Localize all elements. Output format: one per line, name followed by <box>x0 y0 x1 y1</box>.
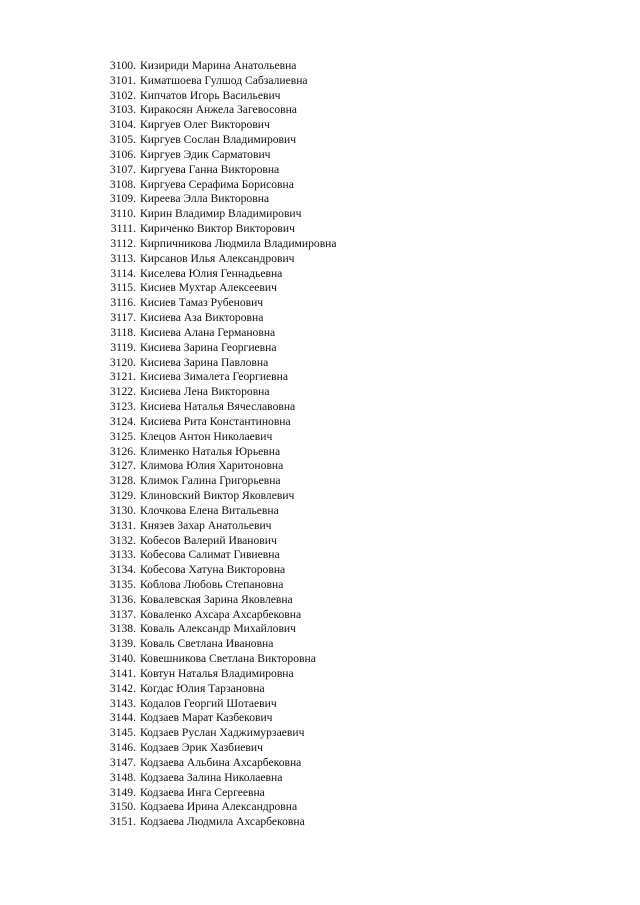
list-item <box>100 726 337 741</box>
list-item <box>100 652 337 667</box>
list-item <box>100 192 337 207</box>
list-item <box>100 341 337 356</box>
list-item <box>100 252 337 267</box>
entry-name: Кирин Владимир Владимирович <box>140 207 302 221</box>
entry-name: Кисиева Зималета Георгиевна <box>140 370 288 384</box>
list-item <box>100 311 337 326</box>
entry-number: 3110. <box>110 207 136 221</box>
list-item <box>100 786 337 801</box>
entry-name: Кобесова Хатуна Викторовна <box>140 563 286 577</box>
entry-name: Кодзаева Альбина Ахсарбековна <box>140 755 302 769</box>
entry-name: Кисиева Алана Германовна <box>140 325 276 339</box>
list-item <box>100 326 337 341</box>
list-item <box>100 578 337 593</box>
entry-name: Коваленко Ахсара Ахсарбековна <box>140 607 302 621</box>
entry-number: 3108. <box>109 177 136 191</box>
entry-number: 3128. <box>109 474 136 488</box>
entry-name: Кисиева Зарина Георгиевна <box>140 340 277 354</box>
list-item <box>100 385 337 400</box>
entry-name: Киматшоева Гулшод Сабзалиевна <box>140 73 308 87</box>
entry-name: Кодзаева Инга Сергеевна <box>140 785 265 799</box>
entry-name: Климова Юлия Харитоновна <box>140 459 284 473</box>
entry-name: Кодзаева Залина Николаевна <box>140 770 283 784</box>
list-item <box>100 534 337 549</box>
entry-number: 3130. <box>109 503 136 517</box>
entry-number: 3113. <box>110 251 136 265</box>
list-item <box>100 697 337 712</box>
entry-number: 3127. <box>109 459 136 473</box>
entry-name: Ковешникова Светлана Викторовна <box>140 652 316 666</box>
entry-number: 3112. <box>110 236 136 250</box>
entry-number: 3126. <box>109 444 136 458</box>
entry-number: 3102. <box>109 88 136 102</box>
entry-name: Кирсанов Илья Александрович <box>140 251 295 265</box>
list-item <box>100 415 337 430</box>
list-item <box>100 370 337 385</box>
entry-name: Киргуев Сослан Владимирович <box>140 133 297 147</box>
entry-name: Клименко Наталья Юрьевна <box>140 444 281 458</box>
entry-number: 3143. <box>109 696 136 710</box>
entry-number: 3139. <box>109 637 136 651</box>
list-item <box>100 711 337 726</box>
list-item <box>100 207 337 222</box>
list-item <box>100 800 337 815</box>
list-item <box>100 608 337 623</box>
entry-name: Климок Галина Григорьевна <box>140 474 281 488</box>
list-item <box>100 103 337 118</box>
entry-name: Кисиева Зарина Павловна <box>140 355 269 369</box>
list-item <box>100 400 337 415</box>
entry-name: Кодзаева Людмила Ахсарбековна <box>140 815 305 829</box>
entry-number: 3145. <box>109 726 136 740</box>
entry-name: Кобесова Салимат Гивиевна <box>140 548 280 562</box>
list-item <box>100 296 337 311</box>
entry-number: 3117. <box>110 311 136 325</box>
list-item <box>100 267 337 282</box>
entry-name: Кодзаев Эрик Хазбиевич <box>140 741 263 755</box>
list-item <box>100 682 337 697</box>
list-item <box>100 563 337 578</box>
list-item <box>100 89 337 104</box>
entry-number: 3141. <box>109 666 136 680</box>
entry-number: 3106. <box>109 147 136 161</box>
entry-number: 3150. <box>109 800 136 814</box>
entry-number: 3121. <box>109 370 136 384</box>
list-item <box>100 237 337 252</box>
entry-number: 3100. <box>109 59 136 72</box>
entry-number: 3123. <box>109 400 136 414</box>
entry-number: 3135. <box>109 577 136 591</box>
entry-number: 3109. <box>109 192 136 206</box>
entry-number: 3132. <box>109 533 136 547</box>
list-item <box>100 815 337 830</box>
entry-name: Киргуев Олег Викторович <box>140 118 270 132</box>
list-item <box>100 133 337 148</box>
entry-number: 3120. <box>109 355 136 369</box>
entry-number: 3129. <box>109 489 136 503</box>
entry-name: Коваль Светлана Ивановна <box>140 637 274 651</box>
entry-name: Киргуева Серафима Борисовна <box>140 177 294 191</box>
entry-number: 3105. <box>109 133 136 147</box>
entry-name: Кодзаев Руслан Хаджимурзаевич <box>140 726 305 740</box>
entry-name: Кодзаев Марат Казбекович <box>140 711 273 725</box>
entry-number: 3131. <box>109 518 136 532</box>
entry-number: 3101. <box>109 73 136 87</box>
list-item <box>100 163 337 178</box>
list-item <box>100 178 337 193</box>
entry-number: 3107. <box>109 162 136 176</box>
entry-number: 3134. <box>109 563 136 577</box>
entry-number: 3140. <box>109 652 136 666</box>
entry-number: 3151. <box>109 815 136 829</box>
entry-number: 3147. <box>109 755 136 769</box>
entry-name: Когдас Юлия Тарзановна <box>140 681 265 695</box>
list-item <box>100 59 337 74</box>
entry-name: Клецов Антон Николаевич <box>140 429 273 443</box>
entry-name: Киреева Элла Викторовна <box>140 192 270 206</box>
entry-name: Князев Захар Анатольевич <box>140 518 272 532</box>
entry-name: Кисиева Наталья Вячеславовна <box>140 400 296 414</box>
list-item <box>100 148 337 163</box>
entry-number: 3148. <box>109 770 136 784</box>
entry-number: 3119. <box>110 340 136 354</box>
entry-number: 3118. <box>110 325 136 339</box>
entry-number: 3144. <box>109 711 136 725</box>
list-item <box>100 622 337 637</box>
list-item <box>100 445 337 460</box>
entry-name: Клиновский Виктор Яковлевич <box>140 489 295 503</box>
entry-number: 3125. <box>109 429 136 443</box>
list-item <box>100 430 337 445</box>
list-item <box>100 489 337 504</box>
list-item <box>100 474 337 489</box>
entry-number: 3103. <box>109 103 136 117</box>
list-item <box>100 222 337 237</box>
entry-name: Кипчатов Игорь Васильевич <box>140 88 281 102</box>
entry-number: 3114. <box>110 266 136 280</box>
entry-name: Кисиева Аза Викторовна <box>140 311 264 325</box>
entry-number: 3124. <box>109 414 136 428</box>
list-item <box>100 741 337 756</box>
list-item <box>100 504 337 519</box>
entry-name: Кодалов Георгий Шотаевич <box>140 696 277 710</box>
entry-name: Клочкова Елена Витальевна <box>140 503 279 517</box>
entry-name: Кисиева Рита Константиновна <box>140 414 291 428</box>
list-item <box>100 756 337 771</box>
entry-number: 3149. <box>109 785 136 799</box>
entry-name: Киракосян Анжела Загевосовна <box>140 103 297 117</box>
entry-name: Кисиев Тамаз Рубенович <box>140 296 264 310</box>
list-item <box>100 771 337 786</box>
entry-name: Кизириди Марина Анатольевна <box>140 59 297 72</box>
entry-name: Коблова Любовь Степановна <box>140 577 284 591</box>
list-item <box>100 637 337 652</box>
entry-number: 3142. <box>109 681 136 695</box>
entry-name: Киргуев Эдик Сарматович <box>140 147 271 161</box>
entry-number: 3115. <box>110 281 136 295</box>
list-item <box>100 118 337 133</box>
entry-name: Кисиев Мухтар Алексеевич <box>140 281 277 295</box>
entry-number: 3146. <box>109 741 136 755</box>
name-list <box>100 59 337 830</box>
entry-name: Кодзаева Ирина Александровна <box>140 800 298 814</box>
entry-number: 3111. <box>110 222 136 236</box>
entry-number: 3136. <box>109 592 136 606</box>
entry-name: Кириченко Виктор Викторович <box>140 222 295 236</box>
entry-name: Киселева Юлия Геннадьевна <box>140 266 283 280</box>
entry-number: 3137. <box>109 607 136 621</box>
list-item <box>100 281 337 296</box>
list-item <box>100 519 337 534</box>
entry-number: 3104. <box>109 118 136 132</box>
entry-name: Кисиева Лена Викторовна <box>140 385 270 399</box>
entry-name: Коваль Александр Михайлович <box>140 622 296 636</box>
entry-name: Кирпичникова Людмила Владимировна <box>140 236 337 250</box>
list-item <box>100 667 337 682</box>
entry-name: Ковтун Наталья Владимировна <box>140 666 294 680</box>
list-item <box>100 593 337 608</box>
entry-number: 3138. <box>109 622 136 636</box>
list-item <box>100 74 337 89</box>
list-item <box>100 356 337 371</box>
entry-name: Киргуева Ганна Викторовна <box>140 162 280 176</box>
entry-number: 3116. <box>110 296 136 310</box>
entry-name: Кобесов Валерий Иванович <box>140 533 277 547</box>
entry-number: 3122. <box>109 385 136 399</box>
list-item <box>100 548 337 563</box>
entry-name: Ковалевская Зарина Яковлевна <box>140 592 293 606</box>
entry-number: 3133. <box>109 548 136 562</box>
list-item <box>100 459 337 474</box>
